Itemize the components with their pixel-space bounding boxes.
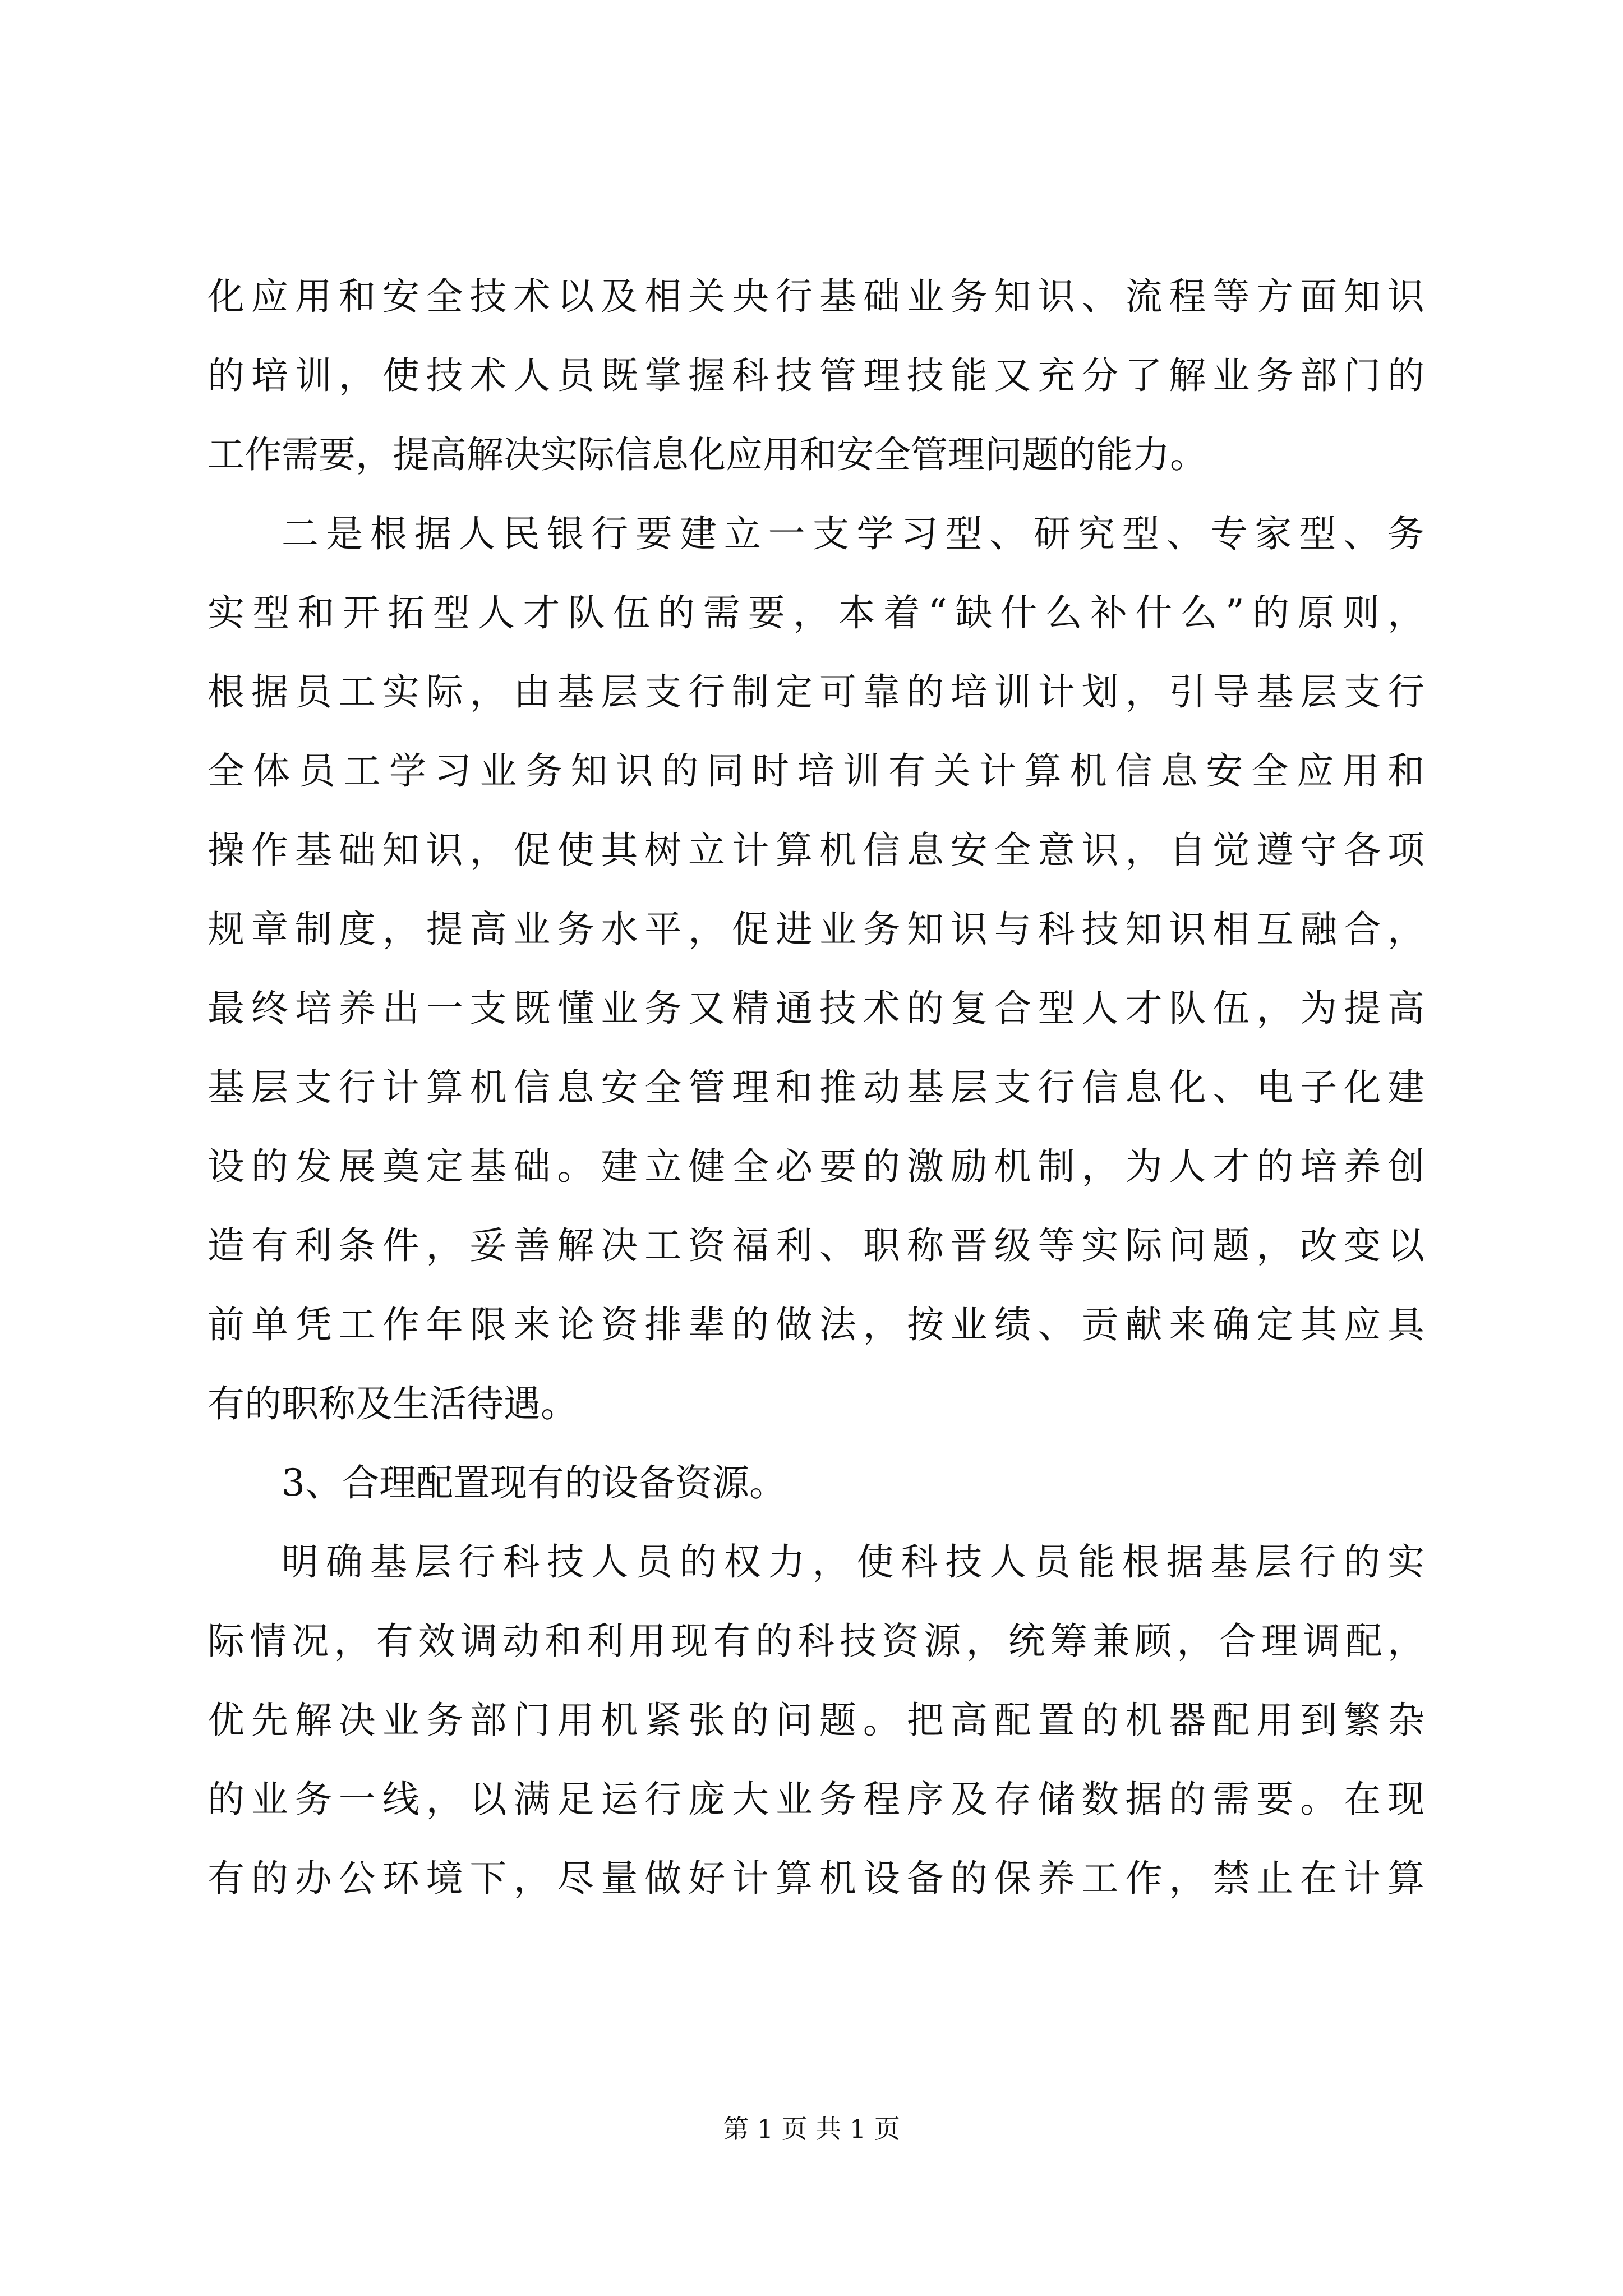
- text-line: 设的发展奠定基础。建立健全必要的激励机制，为人才的培养创: [208, 1145, 1424, 1188]
- document-body: [208, 257, 1424, 1918]
- text-line: 实型和开拓型人才队伍的需要，本着“缺什么补什么”的原则，: [208, 591, 1424, 634]
- text-line: 有的职称及生活待遇。: [208, 1382, 578, 1425]
- text-line: 3、合理配置现有的设备资源。: [282, 1461, 786, 1504]
- text-line: 化应用和安全技术以及相关央行基础业务知识、流程等方面知识: [208, 275, 1424, 318]
- text-line: 明确基层行科技人员的权力，使科技人员能根据基层行的实: [282, 1540, 1424, 1584]
- text-line: 优先解决业务部门用机紧张的问题。把高配置的机器配用到繁杂: [208, 1699, 1424, 1742]
- text-line: 有的办公环境下，尽量做好计算机设备的保养工作，禁止在计算: [208, 1857, 1424, 1900]
- text-line: 基层支行计算机信息安全管理和推动基层支行信息化、电子化建: [208, 1066, 1424, 1109]
- text-line: 造有利条件，妥善解决工资福利、职称晋级等实际问题，改变以: [208, 1224, 1424, 1267]
- page-footer: 第 1 页 共 1 页: [723, 2114, 900, 2144]
- text-line: 的培训，使技术人员既掌握科技管理技能又充分了解业务部门的: [208, 354, 1424, 397]
- text-line: 的业务一线，以满足运行庞大业务程序及存储数据的需要。在现: [208, 1778, 1424, 1821]
- text-line: 全体员工学习业务知识的同时培训有关计算机信息安全应用和: [208, 749, 1424, 793]
- text-line: 根据员工实际，由基层支行制定可靠的培训计划，引导基层支行: [208, 670, 1424, 714]
- text-line: 操作基础知识，促使其树立计算机信息安全意识，自觉遵守各项: [208, 829, 1424, 872]
- text-line: 际情况，有效调动和利用现有的科技资源，统筹兼顾，合理调配，: [208, 1619, 1424, 1663]
- text-line: 最终培养出一支既懂业务又精通技术的复合型人才队伍，为提高: [208, 987, 1424, 1030]
- text-line: 二是根据人民银行要建立一支学习型、研究型、专家型、务: [282, 512, 1424, 555]
- text-line: 工作需要，提高解决实际信息化应用和安全管理问题的能力。: [208, 433, 1207, 476]
- text-line: 规章制度，提高业务水平，促进业务知识与科技知识相互融合，: [208, 908, 1424, 951]
- text-line: 前单凭工作年限来论资排辈的做法，按业绩、贡献来确定其应具: [208, 1303, 1424, 1346]
